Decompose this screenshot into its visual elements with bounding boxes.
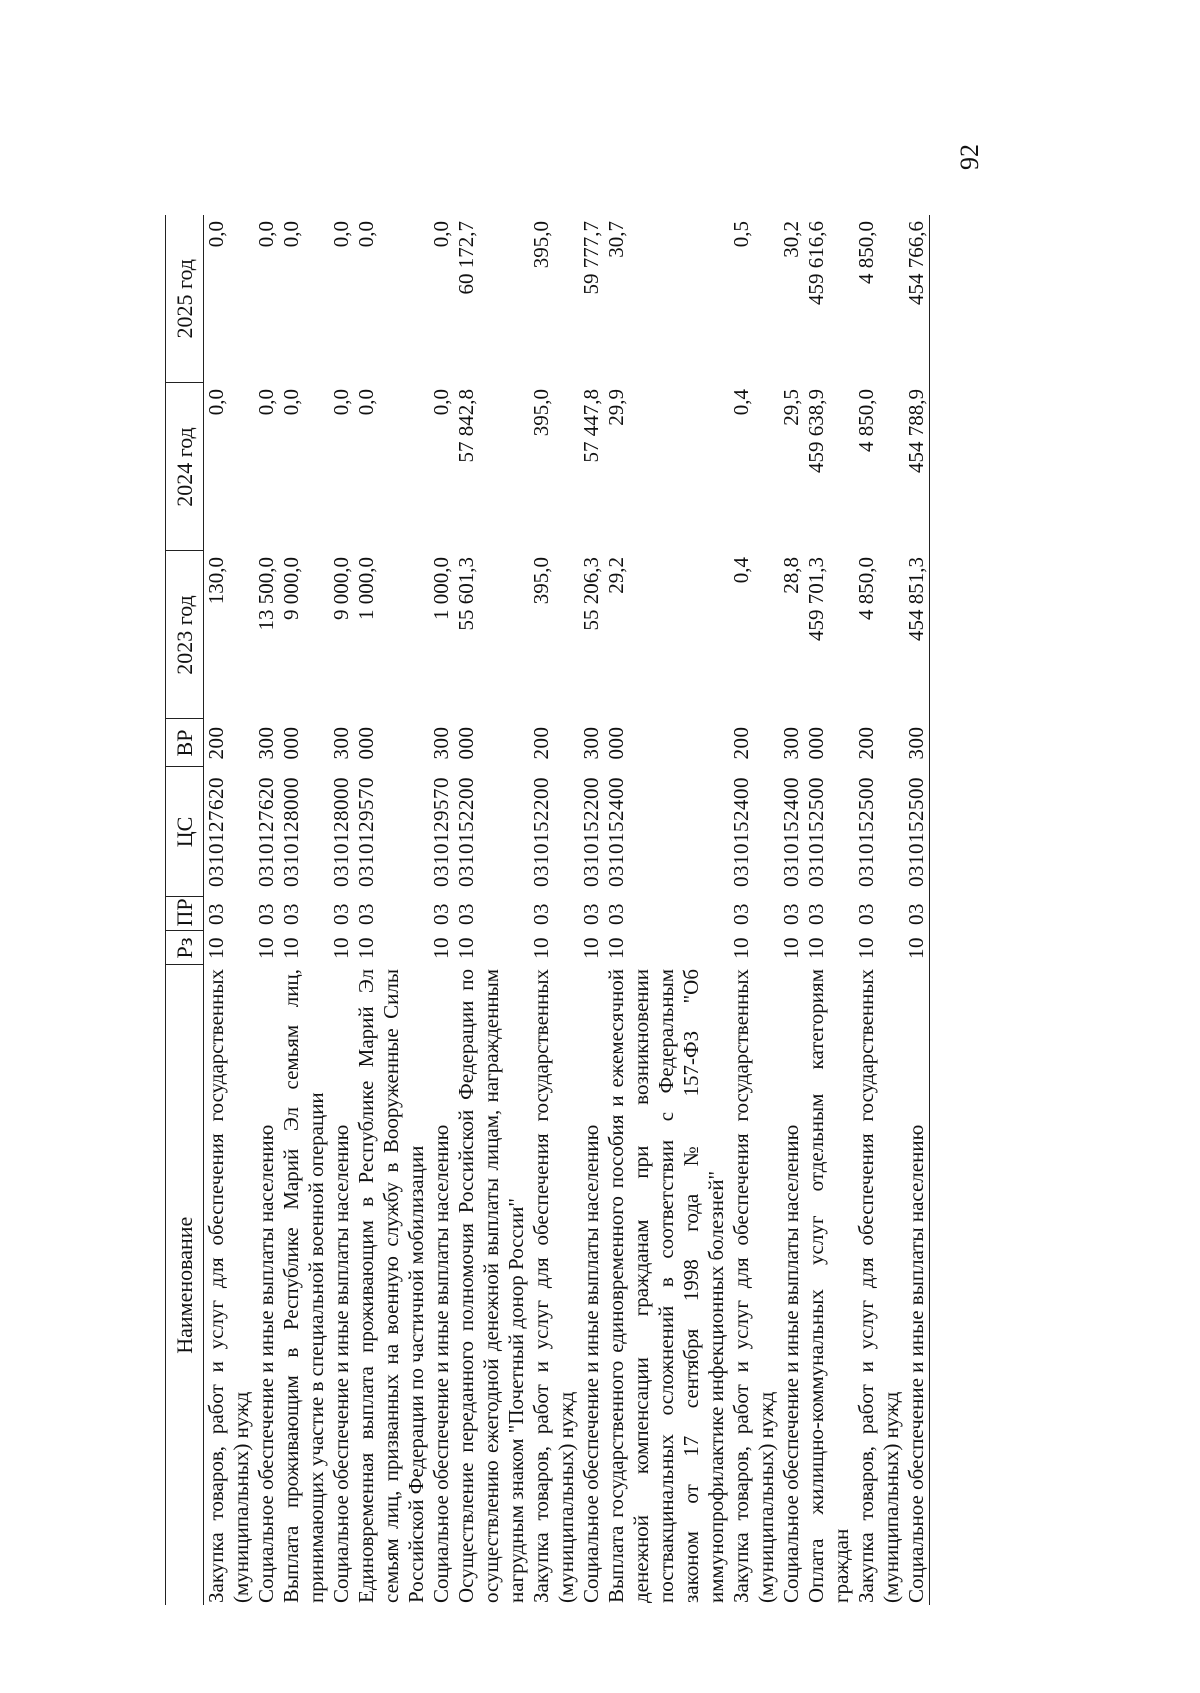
row-cs: 0310127620 [254, 777, 278, 887]
row-name: Осуществление переданного полномочия Российской Федерации по осуществлению ежегодной денежной выплаты лицам, награжденным нагрудным знаком "Почетный донор России" [454, 969, 528, 1603]
row-2024: 395,0 [529, 389, 553, 437]
row-cs: 0310152400 [729, 777, 753, 887]
row-2024: 0,4 [729, 389, 753, 416]
row-pr: 03 [579, 903, 603, 925]
row-pr: 03 [904, 897, 930, 931]
header-vr: ВР [166, 719, 204, 767]
row-rz: 10 [329, 937, 353, 959]
row-pr: 03 [254, 903, 278, 925]
row-cs: 0310152500 [854, 777, 878, 887]
row-rz: 10 [604, 937, 628, 959]
row-vr: 300 [579, 726, 603, 760]
row-name: Оплата жилищно-коммунальных услуг отдельным категориям граждан [804, 969, 853, 1603]
row-2025: 454 766,6 [904, 215, 930, 383]
table-row [279, 215, 329, 1605]
row-2024: 29,5 [779, 389, 803, 426]
row-2025: 0,0 [204, 221, 228, 248]
row-pr: 03 [329, 903, 353, 925]
row-rz: 10 [854, 937, 878, 959]
row-2023: 13 500,0 [254, 557, 278, 631]
row-2023: 459 701,3 [804, 557, 828, 641]
row-2025: 0,0 [329, 221, 353, 248]
row-2024: 57 447,8 [579, 389, 603, 463]
row-rz: 10 [579, 937, 603, 959]
header-name: Наименование [166, 965, 204, 1605]
row-2023: 454 851,3 [904, 551, 930, 719]
row-2023: 55 601,3 [454, 557, 478, 631]
table-row [854, 215, 904, 1605]
row-2025: 30,7 [604, 221, 628, 258]
table-row [579, 215, 604, 1605]
row-2024: 0,0 [354, 389, 378, 416]
row-2023: 1 000,0 [429, 557, 453, 620]
row-pr: 03 [279, 903, 303, 925]
row-name: Закупка товаров, работ и услуг для обеспечения государственных (муниципальных) нужд [854, 969, 903, 1603]
table-row [354, 215, 429, 1605]
row-vr: 200 [729, 726, 753, 760]
row-vr: 300 [779, 726, 803, 760]
row-2024: 0,0 [254, 389, 278, 416]
row-pr: 03 [429, 903, 453, 925]
row-rz: 10 [454, 937, 478, 959]
row-2024: 0,0 [279, 389, 303, 416]
row-pr: 03 [804, 903, 828, 925]
row-vr: 300 [254, 726, 278, 760]
row-vr: 000 [279, 726, 303, 760]
row-2025: 59 777,7 [579, 221, 603, 295]
row-2023: 55 206,3 [579, 557, 603, 631]
row-2025: 0,0 [254, 221, 278, 248]
row-rz: 10 [529, 937, 553, 959]
row-name: Единовременная выплата проживающим в Республике Марий Эл семьям лиц, призванных на военную службу в Вооруженные Силы Российской Федерации по частичной мобилизации [354, 969, 428, 1603]
row-pr: 03 [354, 903, 378, 925]
row-2025: 4 850,0 [854, 221, 878, 284]
table-row [329, 215, 354, 1605]
row-vr: 300 [429, 726, 453, 760]
row-name: Социальное обеспечение и иные выплаты населению [429, 1124, 453, 1603]
row-name: Закупка товаров, работ и услуг для обеспечения государственных (муниципальных) нужд [204, 969, 253, 1603]
row-vr: 200 [854, 726, 878, 760]
budget-table [165, 215, 930, 1605]
table-row [529, 215, 579, 1605]
row-2024: 454 788,9 [904, 383, 930, 551]
row-rz: 10 [804, 937, 828, 959]
row-cs: 0310128000 [329, 777, 353, 887]
row-vr: 000 [354, 726, 378, 760]
row-2025: 0,0 [354, 221, 378, 248]
row-cs: 0310152200 [454, 777, 478, 887]
row-name: Социальное обеспечение и иные выплаты населению [579, 1124, 603, 1603]
row-name: Выплата проживающим в Республике Марий Эл семьям лиц, принимающих участие в специальной военной операции [279, 969, 328, 1603]
row-rz: 10 [354, 937, 378, 959]
row-name: Социальное обеспечение и иные выплаты населению [904, 965, 930, 1605]
table-row [454, 215, 529, 1605]
row-cs: 0310129570 [429, 777, 453, 887]
row-2024: 459 638,9 [804, 389, 828, 473]
row-rz: 10 [279, 937, 303, 959]
row-name: Закупка товаров, работ и услуг для обеспечения государственных (муниципальных) нужд [729, 969, 778, 1603]
table-row [429, 215, 454, 1605]
row-name: Социальное обеспечение и иные выплаты населению [254, 1124, 278, 1603]
row-cs: 0310127620 [204, 777, 228, 887]
row-name: Закупка товаров, работ и услуг для обеспечения государственных (муниципальных) нужд [529, 969, 578, 1603]
table-row [254, 215, 279, 1605]
header-cs: ЦС [166, 767, 204, 897]
row-2024: 4 850,0 [854, 389, 878, 452]
row-2023: 0,4 [729, 557, 753, 584]
row-2023: 9 000,0 [279, 557, 303, 620]
row-2024: 0,0 [329, 389, 353, 416]
table-row [804, 215, 854, 1605]
header-pr: ПР [166, 897, 204, 931]
row-2025: 0,0 [279, 221, 303, 248]
row-cs: 0310152400 [604, 777, 628, 887]
row-vr: 200 [204, 726, 228, 760]
row-vr: 200 [529, 726, 553, 760]
row-2023: 9 000,0 [329, 557, 353, 620]
row-cs: 0310152500 [804, 777, 828, 887]
row-pr: 03 [854, 903, 878, 925]
row-pr: 03 [779, 903, 803, 925]
header-2025: 2025 год [166, 215, 204, 383]
header-rz: Рз [166, 931, 204, 965]
row-rz: 10 [254, 937, 278, 959]
row-cs: 0310152200 [579, 777, 603, 887]
table-row [779, 215, 804, 1605]
row-2025: 30,2 [779, 221, 803, 258]
row-pr: 03 [529, 903, 553, 925]
header-2024: 2024 год [166, 383, 204, 551]
row-cs: 0310152400 [779, 777, 803, 887]
row-2023: 28,8 [779, 557, 803, 594]
page-number: 92 [955, 144, 984, 170]
row-2025: 395,0 [529, 221, 553, 269]
row-rz: 10 [904, 931, 930, 965]
row-vr: 000 [454, 726, 478, 760]
row-2023: 1 000,0 [354, 557, 378, 620]
row-name: Социальное обеспечение и иные выплаты населению [329, 1124, 353, 1603]
row-2025: 0,0 [429, 221, 453, 248]
row-2023: 130,0 [204, 557, 228, 605]
row-2025: 0,5 [729, 221, 753, 248]
table-row [204, 215, 255, 1605]
row-vr: 000 [804, 726, 828, 760]
row-pr: 03 [604, 903, 628, 925]
row-2024: 29,9 [604, 389, 628, 426]
table-row [729, 215, 779, 1605]
row-2023: 4 850,0 [854, 557, 878, 620]
row-2024: 0,0 [204, 389, 228, 416]
row-name: Социальное обеспечение и иные выплаты населению [779, 1124, 803, 1603]
table-row [904, 215, 930, 1605]
row-rz: 10 [204, 937, 228, 959]
row-2024: 57 842,8 [454, 389, 478, 463]
row-2023: 395,0 [529, 557, 553, 605]
row-cs: 0310152500 [904, 767, 930, 897]
row-cs: 0310128000 [279, 777, 303, 887]
row-rz: 10 [729, 937, 753, 959]
row-rz: 10 [779, 937, 803, 959]
table-row [604, 215, 729, 1605]
row-pr: 03 [454, 903, 478, 925]
row-pr: 03 [729, 903, 753, 925]
table-header-row [166, 215, 204, 1605]
row-vr: 300 [904, 719, 930, 767]
table-body [204, 215, 930, 1605]
row-cs: 0310129570 [354, 777, 378, 887]
row-2025: 60 172,7 [454, 221, 478, 295]
rotated-content [165, 145, 1015, 1605]
row-cs: 0310152200 [529, 777, 553, 887]
row-name: Выплата государственного единовременного пособия и ежемесячной денежной компенсации гражданам при возникновении поствакцинальных осложнений в соответствии с Федеральным законом от 17 сентября 1998 года № 157-ФЗ "Об иммунопрофилактике инфекционных болезней" [604, 969, 728, 1603]
row-vr: 000 [604, 726, 628, 760]
row-rz: 10 [429, 937, 453, 959]
row-vr: 300 [329, 726, 353, 760]
header-2023: 2023 год [166, 551, 204, 719]
row-2025: 459 616,6 [804, 221, 828, 305]
row-pr: 03 [204, 903, 228, 925]
row-2024: 0,0 [429, 389, 453, 416]
row-2023: 29,2 [604, 557, 628, 594]
